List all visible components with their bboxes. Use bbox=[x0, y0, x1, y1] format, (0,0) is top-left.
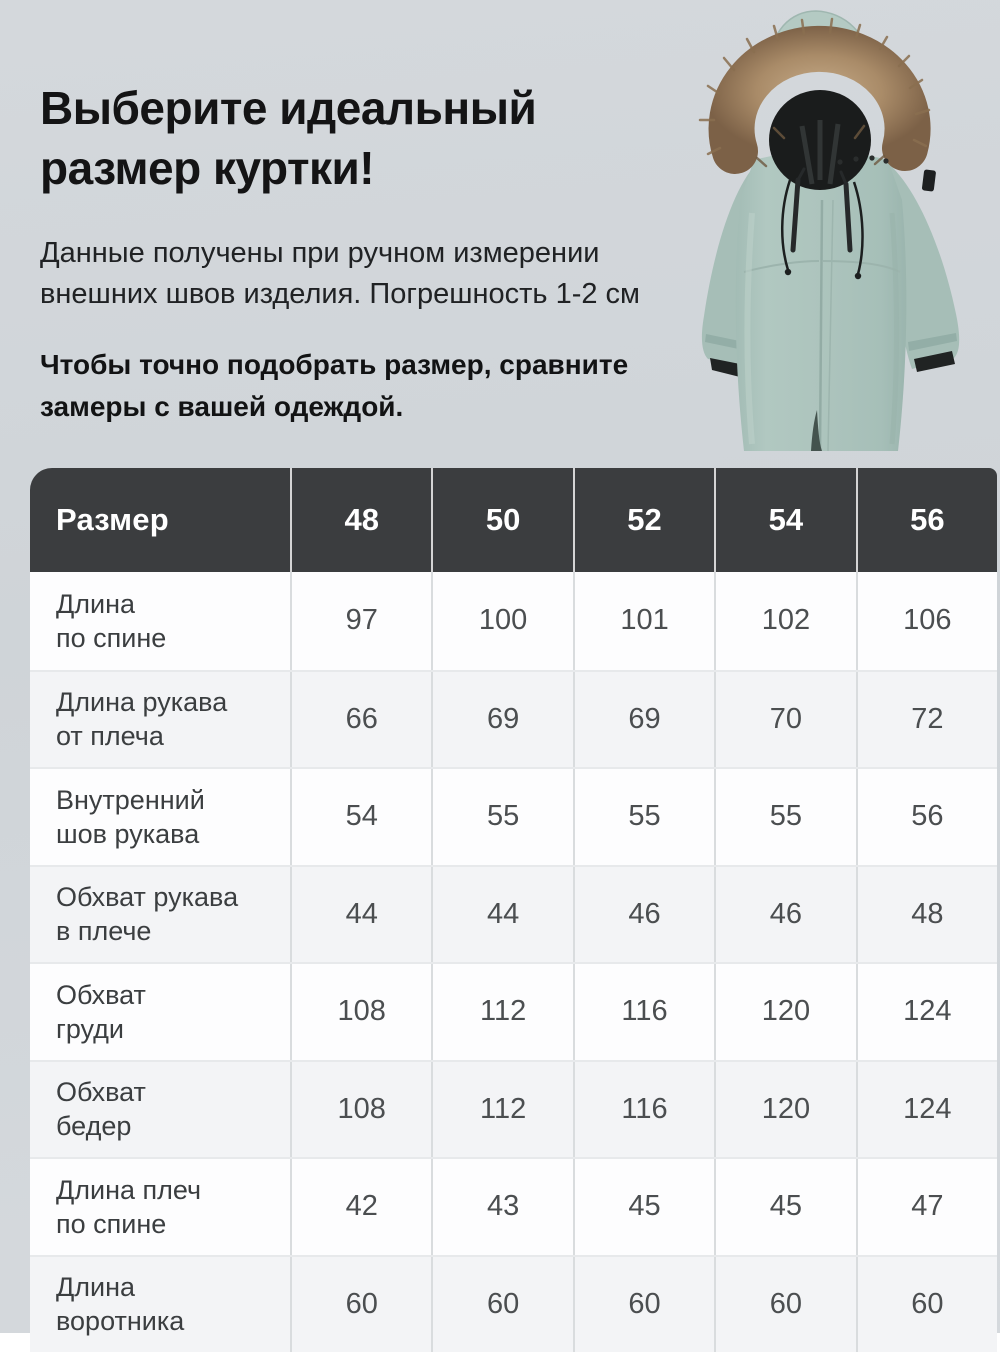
measurement-value: 102 bbox=[714, 572, 855, 670]
sleeve-logo-patch bbox=[922, 169, 936, 191]
size-column-header: 48 bbox=[290, 468, 431, 572]
measurement-value: 116 bbox=[573, 1062, 714, 1158]
size-column-header: 56 bbox=[856, 468, 997, 572]
row-label-line: груди bbox=[56, 1012, 290, 1046]
measurement-value: 72 bbox=[856, 672, 997, 768]
row-label-line: Длина плеч bbox=[56, 1173, 290, 1207]
row-label bbox=[30, 769, 290, 865]
measurement-value: 112 bbox=[431, 1062, 572, 1158]
measurement-value: 108 bbox=[290, 964, 431, 1060]
row-label-line: Внутренний bbox=[56, 783, 290, 817]
disclaimer-line: внешних швов изделия. Погрешность 1-2 см bbox=[40, 274, 700, 315]
row-label-line: Обхват bbox=[56, 1075, 290, 1109]
row-label-line: по спине bbox=[56, 621, 290, 655]
size-column-header: 52 bbox=[573, 468, 714, 572]
table-row bbox=[30, 962, 997, 1060]
row-label bbox=[30, 672, 290, 768]
row-label-line: в плече bbox=[56, 914, 290, 948]
table-row bbox=[30, 865, 997, 963]
size-table bbox=[30, 468, 997, 1352]
measurement-value: 69 bbox=[431, 672, 572, 768]
measurement-value: 69 bbox=[573, 672, 714, 768]
measurement-value: 60 bbox=[714, 1257, 855, 1352]
measurement-disclaimer bbox=[40, 233, 700, 315]
measurement-value: 60 bbox=[290, 1257, 431, 1352]
jacket-body bbox=[736, 151, 907, 451]
measurement-value: 124 bbox=[856, 1062, 997, 1158]
measurement-value: 56 bbox=[856, 769, 997, 865]
measurement-value: 116 bbox=[573, 964, 714, 1060]
size-column-header: 50 bbox=[431, 468, 572, 572]
note-line: Чтобы точно подобрать размер, сравните bbox=[40, 344, 700, 386]
measurement-value: 43 bbox=[431, 1159, 572, 1255]
measurement-value: 108 bbox=[290, 1062, 431, 1158]
hero-text-block bbox=[40, 78, 700, 428]
disclaimer-line: Данные получены при ручном измерении bbox=[40, 233, 700, 274]
measurement-value: 55 bbox=[714, 769, 855, 865]
measurement-value: 120 bbox=[714, 964, 855, 1060]
row-label bbox=[30, 1062, 290, 1158]
row-label bbox=[30, 1257, 290, 1352]
measurement-value: 101 bbox=[573, 572, 714, 670]
page-title bbox=[40, 78, 700, 198]
table-row bbox=[30, 767, 997, 865]
measurement-value: 100 bbox=[431, 572, 572, 670]
measurement-value: 47 bbox=[856, 1159, 997, 1255]
row-label-line: шов рукава bbox=[56, 817, 290, 851]
table-row bbox=[30, 1157, 997, 1255]
row-label-line: Обхват рукава bbox=[56, 880, 290, 914]
table-row bbox=[30, 572, 997, 670]
measurement-value: 60 bbox=[573, 1257, 714, 1352]
measurement-value: 70 bbox=[714, 672, 855, 768]
measurement-value: 45 bbox=[714, 1159, 855, 1255]
measurement-value: 60 bbox=[856, 1257, 997, 1352]
measurement-value: 112 bbox=[431, 964, 572, 1060]
row-label-line: по спине bbox=[56, 1207, 290, 1241]
measurement-value: 42 bbox=[290, 1159, 431, 1255]
row-label-line: воротника bbox=[56, 1304, 290, 1338]
size-table-header-label: Размер bbox=[30, 468, 290, 572]
page-title-line: Выберите идеальный bbox=[40, 78, 700, 138]
table-row bbox=[30, 1060, 997, 1158]
measurement-value: 54 bbox=[290, 769, 431, 865]
measurement-value: 46 bbox=[714, 867, 855, 963]
measurement-value: 97 bbox=[290, 572, 431, 670]
row-label bbox=[30, 964, 290, 1060]
measurement-value: 120 bbox=[714, 1062, 855, 1158]
row-label-line: Длина bbox=[56, 1270, 290, 1304]
row-label bbox=[30, 867, 290, 963]
measurement-value: 46 bbox=[573, 867, 714, 963]
note-line: замеры с вашей одеждой. bbox=[40, 386, 700, 428]
size-column-header: 54 bbox=[714, 468, 855, 572]
measurement-value: 55 bbox=[573, 769, 714, 865]
row-label-line: Обхват bbox=[56, 978, 290, 1012]
jacket-image bbox=[662, 8, 986, 462]
size-table-body bbox=[30, 572, 997, 1352]
row-label bbox=[30, 1159, 290, 1255]
measurement-value: 55 bbox=[431, 769, 572, 865]
hood-lining bbox=[769, 90, 871, 190]
row-label-line: от плеча bbox=[56, 719, 290, 753]
size-table-header bbox=[30, 468, 997, 572]
page-title-line: размер куртки! bbox=[40, 138, 700, 198]
size-advice-note bbox=[40, 344, 700, 428]
measurement-value: 44 bbox=[290, 867, 431, 963]
row-label-line: Длина bbox=[56, 587, 290, 621]
measurement-value: 45 bbox=[573, 1159, 714, 1255]
measurement-value: 44 bbox=[431, 867, 572, 963]
measurement-value: 48 bbox=[856, 867, 997, 963]
parka-illustration bbox=[662, 8, 986, 462]
measurement-value: 66 bbox=[290, 672, 431, 768]
measurement-value: 124 bbox=[856, 964, 997, 1060]
row-label-line: Длина рукава bbox=[56, 685, 290, 719]
table-row bbox=[30, 670, 997, 768]
measurement-value: 60 bbox=[431, 1257, 572, 1352]
row-label bbox=[30, 572, 290, 670]
row-label-line: бедер bbox=[56, 1109, 290, 1143]
table-row bbox=[30, 1255, 997, 1352]
measurement-value: 106 bbox=[856, 572, 997, 670]
